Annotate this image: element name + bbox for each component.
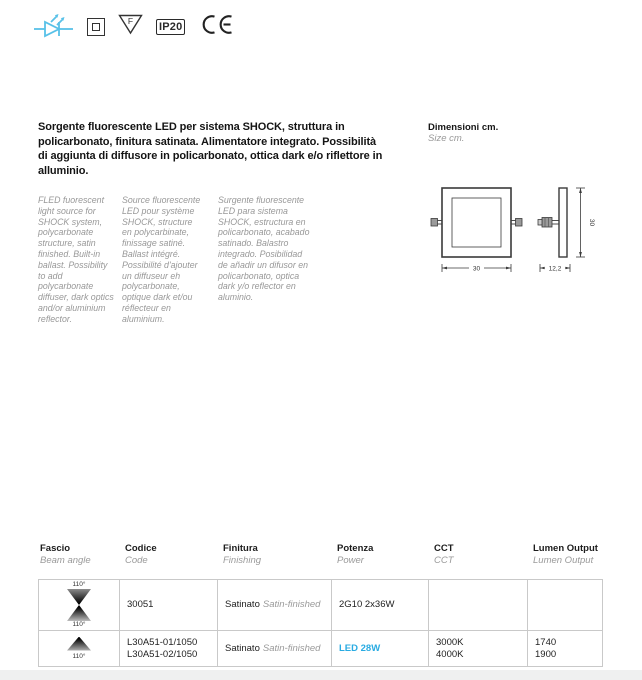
cct-value: 4000K [436,648,464,660]
power-cell [332,580,429,631]
code-cell [120,631,218,666]
dimensions-subtitle: Size cm. [428,133,465,144]
beam-angle-bottom-label: 110° [72,621,86,628]
dimensions-title: Dimensioni cm. [428,122,499,133]
product-description-italian: Sorgente fluorescente LED per sistema SHOCK, struttura in policarbonato, finitura satinata. Alimentatore integrato. Possibilità di aggiunta di diffusore in policarbonato, ottica dark e/o riflettore in alluminio. [38,121,383,178]
side-view [538,188,567,257]
svg-text:30: 30 [472,265,481,273]
beam-angle-top-label: 110° [72,581,86,588]
cct-cell [429,631,528,666]
finish-translation: Satin-finished [262,599,321,611]
svg-text:F: F [127,16,134,26]
finish-cell [218,631,332,666]
f-mark-icon [118,14,143,40]
column-header-cct: CCT CCT [434,543,454,566]
certification-icons-row [34,13,234,41]
ce-mark-icon [198,13,234,41]
beam-cone-icon [67,637,91,651]
beam-cone-up-icon [67,605,91,621]
column-header-lumen-output: Lumen Output Lumen Output [533,543,598,566]
beam-angle-cell [39,580,120,631]
lumen-output-cell [528,580,602,631]
power-value: 2G10 2x36W [339,599,395,611]
product-description-english: FLED fuorescent light source for SHOCK system, polycarbonate structure, satin finished. Built-in ballast. Possibility to add polycarbonate diffuser, dark optics and/or aluminium reflector. [38,195,114,324]
beam-angle-cell [39,631,120,666]
power-cell [332,631,429,666]
beam-angle-bottom-label: 110° [72,652,86,660]
front-view [431,188,522,257]
column-header-codice: Codice Code [125,543,157,566]
svg-text:30: 30 [588,218,595,227]
led-diode-icon [34,12,74,43]
product-description-spanish: Surgente fluorescente LED para sistema SHOCK, estructura en policarbonato, acabado satinado. Balastro integrado. Posibilidad de añadir un difusor en policarbonato, optica dark y/o reflector en aluminio. [218,195,310,303]
product-table-body [38,579,603,667]
lumen-value: 1740 [535,637,557,648]
column-header-potenza: Potenza Power [337,543,374,566]
code-value: 30051 [127,599,154,611]
finish-value: Satinato [225,642,260,654]
finish-translation: Satin-finished [262,642,321,654]
product-description-french: Source fluorescente LED pour système SHOCK, structure en polycarbinate, finissage satiné. Ballast intégré. Possibilité d'ajouter un diffuseur eh polycarbonate, optique dark et/ou réflecteur en aluminium. [122,195,201,324]
power-value: LED 28W [339,642,381,654]
class2-insulation-icon [87,18,105,36]
code-value: L30A51-01/1050 [127,637,198,648]
lumen-value: 1900 [535,648,557,660]
code-value: L30A51-02/1050 [127,648,198,660]
technical-drawing [428,180,614,297]
finish-cell [218,580,332,631]
beam-cone-down-icon [67,589,91,605]
product-table-header [38,543,603,567]
svg-text:12,2: 12,2 [548,265,562,273]
lumen-output-cell [528,631,602,666]
column-header-fascio: Fascio Beam angle [40,543,91,566]
side-height-dimension [576,188,585,257]
ip-rating-badge: IP20 [156,19,185,35]
footer-band [0,670,642,680]
column-header-finitura: Finitura Finishing [223,543,262,566]
finish-value: Satinato [225,599,260,611]
cct-cell [429,580,528,631]
code-cell [120,580,218,631]
class2-inner-square [92,23,100,31]
cct-value: 3000K [436,637,464,648]
